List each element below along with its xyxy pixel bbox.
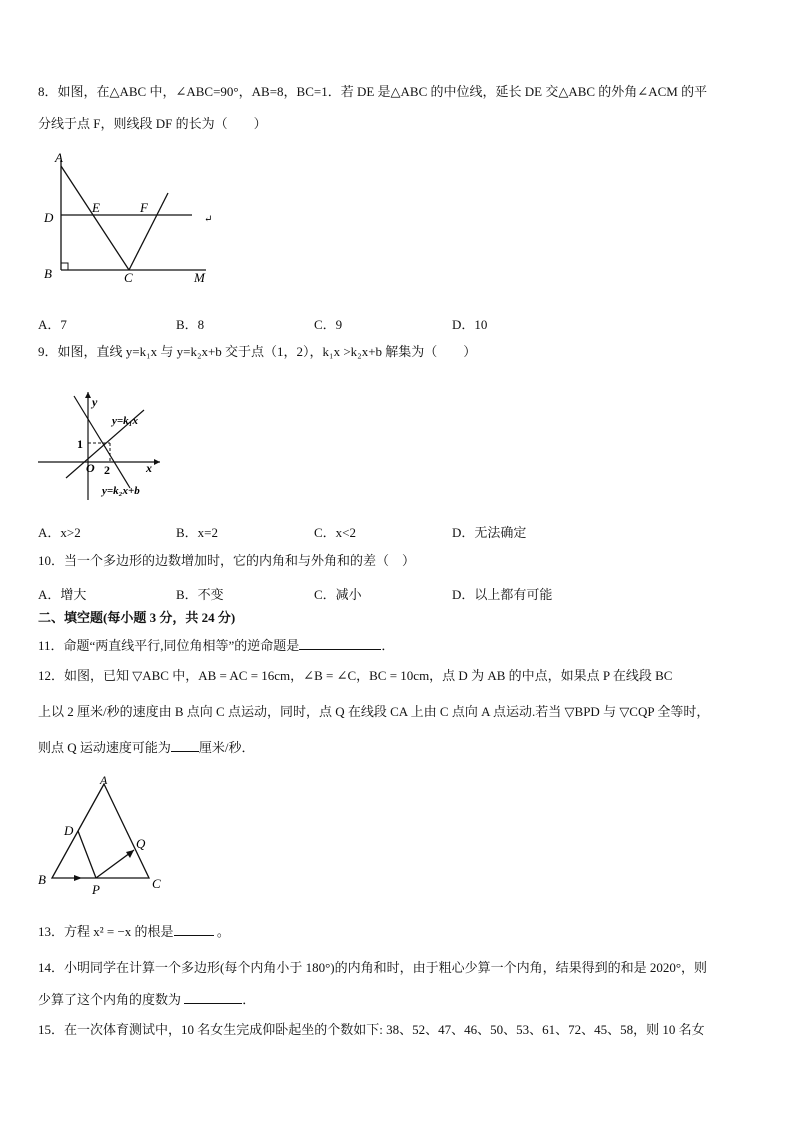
- q11-end: ．: [381, 638, 395, 653]
- q8-option-c: C．9: [314, 317, 343, 332]
- q8-option-b: B．8: [176, 317, 205, 332]
- q9-label-line1: y=k₁x: [112, 415, 138, 427]
- q10-option-c: C．减小: [314, 587, 362, 602]
- q8-figure: [40, 148, 230, 288]
- q14-line1: 14．小明同学在计算一个多边形(每个内角小于 180°)的内角和时，由于粗心少算一个内角，结果得到的和是 2020°，则: [38, 960, 708, 975]
- q9-label-x: x: [146, 461, 152, 475]
- q8-return-mark: ↵: [204, 214, 213, 225]
- q9-figure: [36, 388, 166, 503]
- q12-line1: 12．如图，已知 ▽ABC 中，AB = AC = 16cm，∠B = ∠C，BC = 10cm，点 D 为 AB 的中点，如果点 P 在线段 BC: [38, 668, 673, 683]
- q14-end: ．: [242, 992, 256, 1007]
- q9-label-line2: y=k₂x+b: [102, 485, 140, 497]
- q12-answer-blank[interactable]: [171, 739, 199, 752]
- q9-label-origin: O: [86, 461, 95, 475]
- q9-option-d: D．无法确定: [452, 525, 527, 540]
- q8-stem-line2: 分线于点 F，则线段 DF 的长为（ ）: [38, 116, 267, 131]
- q9-label-two: 2: [104, 463, 110, 477]
- q14-line2: [38, 991, 255, 1008]
- q8-option-d: D．10: [452, 317, 488, 332]
- q12-label-A: A: [100, 773, 108, 787]
- q9-option-a: A．x>2: [38, 525, 81, 540]
- q9-label-y: y: [92, 395, 98, 409]
- q12-label-Q: Q: [136, 836, 146, 851]
- q12-line2: 上以 2 厘米/秒的速度由 B 点向 C 点运动，同时，点 Q 在线段 CA 上由 C 点向 A 点运动.若当 ▽BPD 与 ▽CQP 全等时，: [38, 704, 710, 719]
- q8-label-F: F: [140, 200, 148, 215]
- q12-line3-text: 则点 Q 运动速度可能为: [38, 740, 171, 755]
- q11-text: 11．命题“两直线平行,同位角相等”的逆命题是: [38, 638, 300, 653]
- q8-label-D: D: [44, 210, 54, 225]
- q12-label-C: C: [152, 876, 161, 891]
- q8-label-C: C: [124, 270, 133, 285]
- q14-answer-blank[interactable]: [184, 991, 242, 1004]
- q10-option-a: A．增大: [38, 587, 87, 602]
- q10-stem: 10．当一个多边形的边数增加时，它的内角和与外角和的差（ ）: [38, 553, 416, 568]
- q9-stem: 9．如图，直线 y=k₁x 与 y=k₂x+b 交于点（1，2），k₁x >k₂x+b 解集为（ ）: [38, 344, 477, 359]
- q11-answer-blank[interactable]: [299, 637, 381, 650]
- q15-line1: 15．在一次体育测试中，10 名女生完成仰卧起坐的个数如下: 38、52、47、46、50、53、61、72、45、58，则 10 名女: [38, 1022, 705, 1037]
- q10-option-d: D．以上都有可能: [452, 587, 553, 602]
- q12-figure: [36, 772, 166, 894]
- q12-label-D: D: [64, 823, 74, 838]
- q12-line3: [38, 739, 255, 756]
- q9-option-b: B．x=2: [176, 525, 219, 540]
- q11-line: [38, 637, 394, 654]
- q10-option-b: B．不变: [176, 587, 224, 602]
- q13-answer-blank[interactable]: [174, 923, 214, 936]
- q9-option-c: C．x<2: [314, 525, 357, 540]
- q13-end: 。: [213, 924, 230, 939]
- q8-label-E: E: [92, 200, 100, 215]
- q12-label-B: B: [38, 872, 46, 887]
- q13-line: [38, 923, 230, 940]
- q12-label-P: P: [92, 882, 100, 894]
- q14-line2-text: 少算了这个内角的度数为: [38, 992, 185, 1007]
- q8-label-A: A: [55, 150, 63, 165]
- q8-label-B: B: [44, 266, 52, 281]
- q12-line3-end: 厘米/秒．: [198, 740, 255, 755]
- q8-stem-line1: 8．如图，在△ABC 中，∠ABC=90°，AB=8，BC=1．若 DE 是△ABC 的中位线，延长 DE 交△ABC 的外角∠ACM 的平: [38, 84, 708, 99]
- q13-text: 13．方程 x² = −x 的根是: [38, 924, 174, 939]
- q8-label-M: M: [194, 270, 205, 285]
- q8-option-a: A．7: [38, 317, 67, 332]
- q9-label-one: 1: [77, 437, 83, 451]
- section-heading: 二、填空题(每小题 3 分，共 24 分): [38, 610, 236, 625]
